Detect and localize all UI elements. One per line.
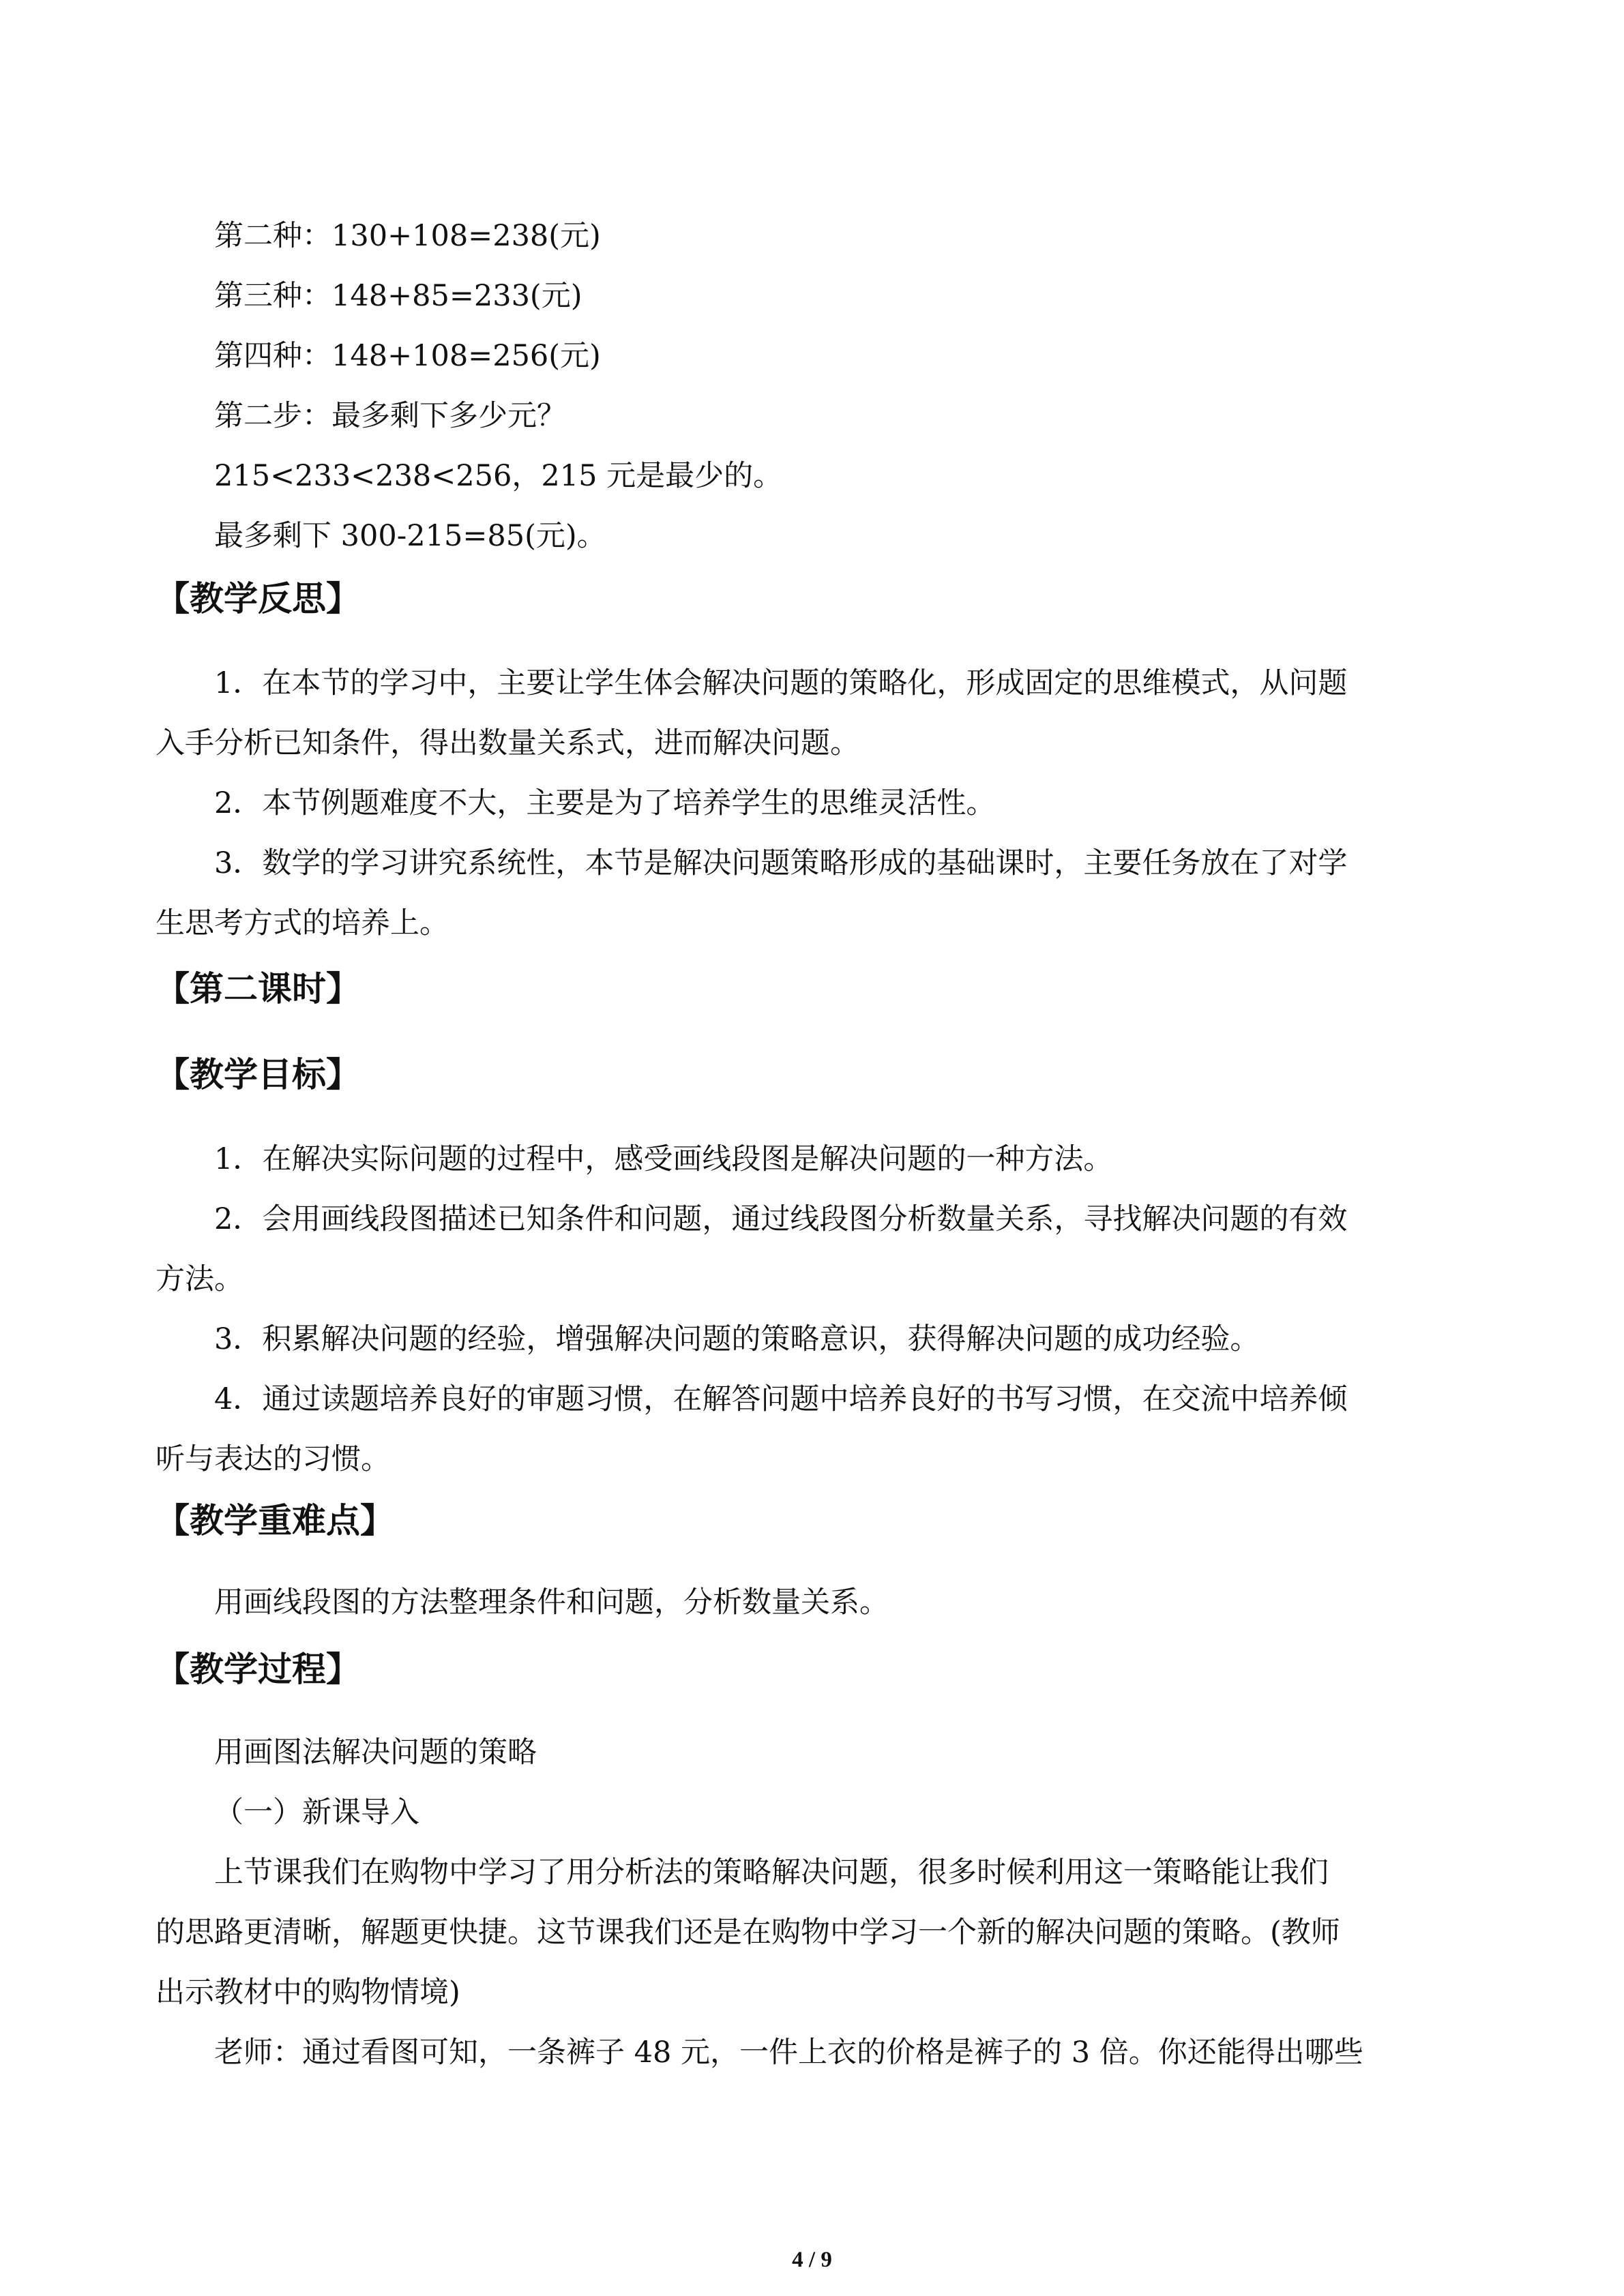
reflection-p1-line2: 入手分析已知条件，得出数量关系式，进而解决问题。: [156, 726, 859, 760]
page-number: 4 / 9: [792, 2248, 832, 2272]
calc-line-1: 第二种：130+108=238(元): [214, 219, 601, 253]
process-title: 用画图法解决问题的策略: [214, 1735, 537, 1770]
reflection-p3-line2: 生思考方式的培养上。: [156, 906, 449, 940]
calc-line-5: 215<233<238<256，215 元是最少的。: [214, 459, 783, 493]
reflection-p3-line1: 3．数学的学习讲究系统性，本节是解决问题策略形成的基础课时，主要任务放在了对学: [214, 846, 1348, 880]
process-paragraph-line2: 的思路更清晰，解题更快捷。这节课我们还是在购物中学习一个新的解决问题的策略。(教师: [156, 1915, 1340, 1950]
keypoint-1: 用画线段图的方法整理条件和问题，分析数量关系。: [214, 1585, 889, 1620]
process-teacher-line: 老师：通过看图可知，一条裤子 48 元，一件上衣的价格是裤子的 3 倍。你还能得出哪些: [214, 2036, 1363, 2070]
heading-keypoints: 【教学重难点】: [156, 1501, 394, 1540]
calc-line-3: 第四种：148+108=256(元): [214, 339, 601, 373]
reflection-p1-line1: 1．在本节的学习中，主要让学生体会解决问题的策略化，形成固定的思维模式，从问题: [214, 666, 1348, 700]
goal-3: 3．积累解决问题的经验，增强解决问题的策略意识，获得解决问题的成功经验。: [214, 1322, 1260, 1356]
goal-1: 1．在解决实际问题的过程中，感受画线段图是解决问题的一种方法。: [214, 1142, 1113, 1176]
calc-line-2: 第三种：148+85=233(元): [214, 279, 582, 313]
goal-2-line2: 方法。: [156, 1262, 243, 1296]
process-paragraph-line1: 上节课我们在购物中学习了用分析法的策略解决问题，很多时候利用这一策略能让我们: [214, 1855, 1329, 1890]
heading-lesson2: 【第二课时】: [156, 969, 360, 1009]
process-section-1: （一）新课导入: [214, 1795, 419, 1830]
heading-goals: 【教学目标】: [156, 1055, 360, 1094]
goal-4-line1: 4．通过读题培养良好的审题习惯，在解答问题中培养良好的书写习惯，在交流中培养倾: [214, 1382, 1348, 1416]
goal-2-line1: 2．会用画线段图描述已知条件和问题，通过线段图分析数量关系，寻找解决问题的有效: [214, 1202, 1348, 1236]
calc-line-4: 第二步：最多剩下多少元？: [214, 399, 566, 433]
calc-line-6: 最多剩下 300-215=85(元)。: [214, 519, 606, 553]
goal-4-line2: 听与表达的习惯。: [156, 1442, 390, 1476]
heading-process: 【教学过程】: [156, 1650, 360, 1689]
process-paragraph-line3: 出示教材中的购物情境): [156, 1976, 460, 2010]
reflection-p2: 2．本节例题难度不大，主要是为了培养学生的思维灵活性。: [214, 786, 996, 820]
heading-reflection: 【教学反思】: [156, 579, 360, 618]
